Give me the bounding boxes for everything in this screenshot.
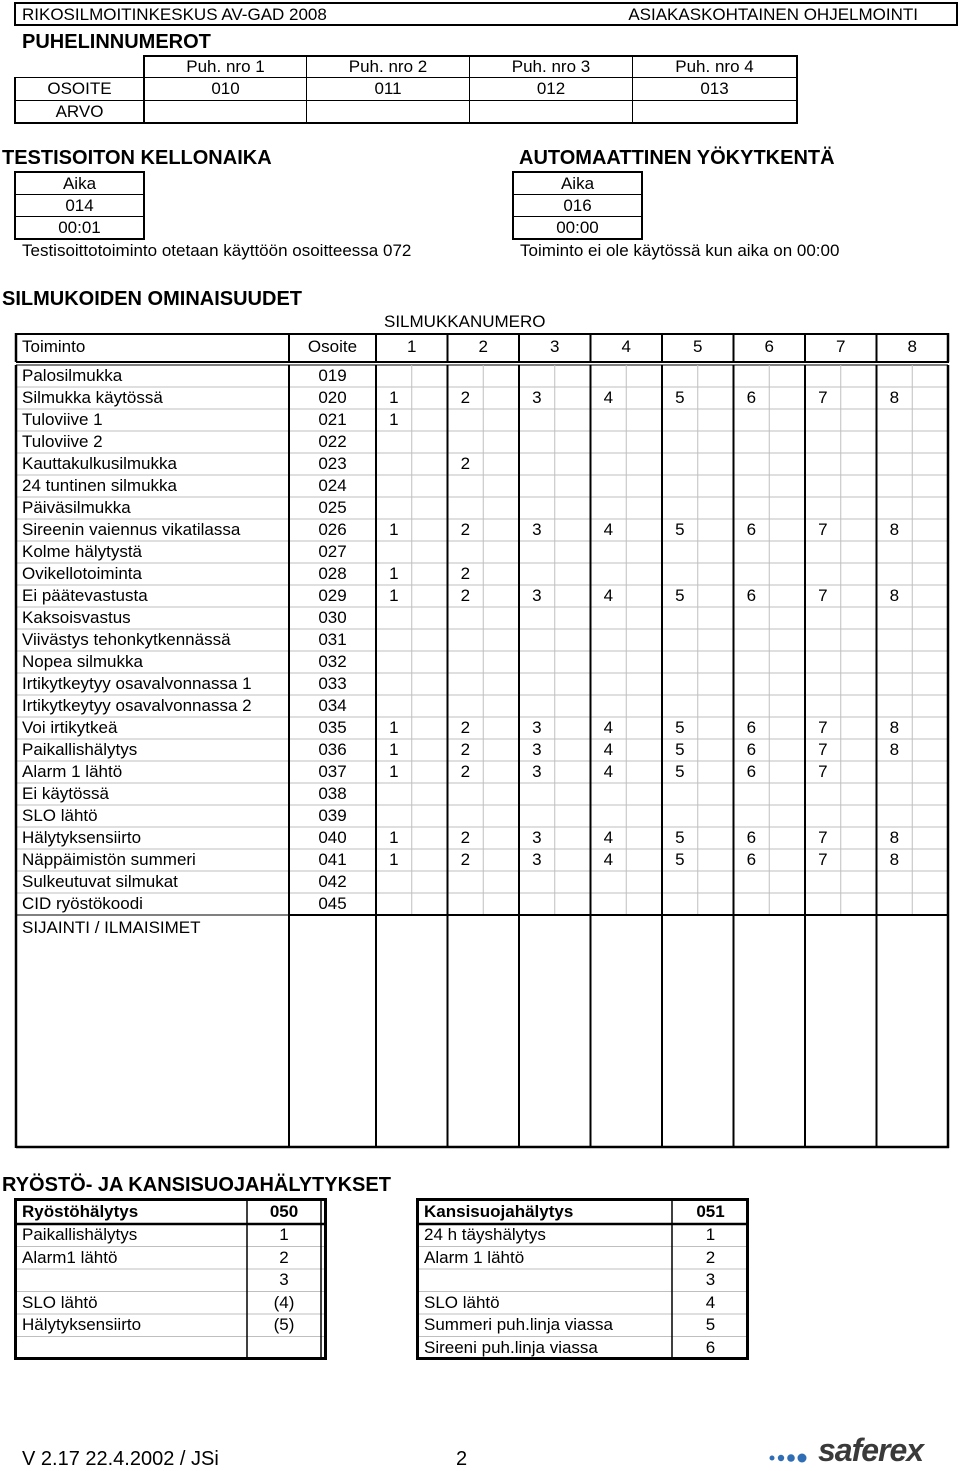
col-function-header: Toiminto xyxy=(22,337,86,356)
loop-row-value: 8 xyxy=(889,718,900,737)
phone-address-1: 010 xyxy=(211,79,240,98)
loop-row-value: 2 xyxy=(460,828,471,847)
loop-row-value: 3 xyxy=(532,520,542,539)
loop-row-value: 5 xyxy=(675,520,685,539)
loop-row-value: 1 xyxy=(389,762,399,781)
loop-row-value: 6 xyxy=(746,740,757,759)
loop-row-name: SLO lähtö xyxy=(22,806,98,825)
loop-row-address: 038 xyxy=(318,784,347,803)
loop-number-3: 3 xyxy=(550,337,560,356)
night-switch-note: Toiminto ei ole käytössä kun aika on 00:00 xyxy=(520,241,840,260)
loop-row-address: 041 xyxy=(318,850,347,869)
loop-row-value: 1 xyxy=(389,586,399,605)
loop-row-name: Päiväsilmukka xyxy=(22,498,131,517)
loop-number-1: 1 xyxy=(407,337,417,356)
loop-row-name: Kaksoisvastus xyxy=(22,608,131,627)
loop-row-name: Tuloviive 2 xyxy=(22,432,103,451)
loop-row-value: 4 xyxy=(603,718,614,737)
loop-row-value: 2 xyxy=(460,740,471,759)
loops-table xyxy=(14,333,950,1149)
loop-row-value: 7 xyxy=(818,586,828,605)
robbery-head: Ryöstöhälytys xyxy=(22,1202,139,1221)
loop-row-address: 042 xyxy=(318,872,347,891)
header-bar xyxy=(14,2,958,26)
loop-row-value: 5 xyxy=(675,586,685,605)
loop-row-value: 7 xyxy=(818,718,828,737)
header-right: ASIAKASKOHTAINEN OHJELMOINTI xyxy=(628,5,918,24)
loop-row-value: 1 xyxy=(389,564,399,583)
loop-row-value: 7 xyxy=(818,740,828,759)
loop-row-value: 4 xyxy=(603,850,614,869)
tamper-address: 051 xyxy=(696,1202,725,1221)
test-call-value: 00:01 xyxy=(58,218,101,237)
footer-page-number: 2 xyxy=(456,1448,468,1470)
loop-row-name: Alarm 1 lähtö xyxy=(22,762,123,781)
loop-row-address: 033 xyxy=(318,674,347,693)
loop-row-value: 7 xyxy=(818,762,828,781)
logo-dots-icon xyxy=(768,1448,818,1468)
loop-row-value: 7 xyxy=(818,388,828,407)
phone-address-2: 011 xyxy=(374,79,402,98)
test-call-label: Aika xyxy=(62,174,97,193)
loop-row-address: 037 xyxy=(318,762,347,781)
tamper-row-label: Summeri puh.linja viassa xyxy=(424,1315,613,1334)
loop-row-address: 032 xyxy=(318,652,347,671)
loop-row-address: 030 xyxy=(318,608,347,627)
tamper-row-value: 4 xyxy=(705,1292,716,1312)
col-address-header: Osoite xyxy=(307,337,358,356)
phone-col-3: Puh. nro 3 xyxy=(511,57,591,76)
loop-row-name: Palosilmukka xyxy=(22,366,123,385)
loop-row-value: 8 xyxy=(889,388,900,407)
robbery-row-label: SLO lähtö xyxy=(22,1292,98,1312)
loop-row-value: 5 xyxy=(675,388,685,407)
phone-col-4: Puh. nro 4 xyxy=(675,57,754,76)
phone-table xyxy=(14,55,798,124)
test-call-note: Testisoittotoiminto otetaan käyttöön osoitteessa 072 xyxy=(22,241,412,260)
phone-address-3: 012 xyxy=(536,79,566,98)
location-label: SIJAINTI / ILMAISIMET xyxy=(22,918,201,937)
loop-row-value: 1 xyxy=(389,520,399,539)
phone-address-4: 013 xyxy=(700,79,729,98)
loop-row-name: Kauttakulkusilmukka xyxy=(22,454,177,473)
loop-row-value: 8 xyxy=(889,520,900,539)
loop-row-value: 5 xyxy=(675,850,685,869)
loop-row-address: 027 xyxy=(318,542,347,561)
tamper-row-label: Alarm 1 lähtö xyxy=(424,1247,525,1267)
loop-row-value: 6 xyxy=(746,388,757,407)
loop-row-address: 021 xyxy=(318,410,347,429)
loop-row-value: 4 xyxy=(603,586,614,605)
loop-row-value: 6 xyxy=(746,762,757,781)
loop-row-value: 2 xyxy=(460,388,471,407)
robbery-row-label: Hälytyksensiirto xyxy=(22,1315,142,1334)
loop-row-name: Ei käytössä xyxy=(22,784,109,803)
loop-row-value: 8 xyxy=(889,850,900,869)
robbery-row-value: 3 xyxy=(279,1270,289,1289)
loop-row-value: 8 xyxy=(889,828,900,847)
loop-row-value: 4 xyxy=(603,740,614,759)
loop-row-value: 7 xyxy=(818,520,828,539)
loop-row-address: 026 xyxy=(318,520,347,539)
loop-row-value: 5 xyxy=(675,740,685,759)
loop-number-8: 8 xyxy=(907,337,917,356)
loop-row-name: Voi irtikytkeä xyxy=(22,718,118,737)
loop-row-value: 2 xyxy=(460,850,471,869)
loop-row-address: 031 xyxy=(318,630,347,649)
loop-row-name: Paikallishälytys xyxy=(22,740,138,759)
footer-logo xyxy=(768,1432,928,1470)
loop-row-value: 3 xyxy=(532,388,542,407)
loop-number-4: 4 xyxy=(621,337,631,356)
tamper-row-value: 3 xyxy=(705,1270,716,1289)
loop-row-name: Ovikellotoiminta xyxy=(22,564,142,583)
loop-row-value: 3 xyxy=(532,828,542,847)
loop-row-name: CID ryöstökoodi xyxy=(22,894,143,913)
loop-row-value: 3 xyxy=(532,586,542,605)
loop-row-name: Silmukka käytössä xyxy=(22,388,163,407)
loop-row-value: 3 xyxy=(532,850,542,869)
loops-title: SILMUKOIDEN OMINAISUUDET xyxy=(2,288,302,310)
loop-row-value: 7 xyxy=(818,828,828,847)
loop-row-address: 023 xyxy=(318,454,347,473)
loop-row-value: 8 xyxy=(889,586,900,605)
tamper-table xyxy=(416,1198,749,1360)
loop-row-value: 6 xyxy=(746,520,757,539)
loop-row-address: 022 xyxy=(318,432,347,451)
night-switch-address: 016 xyxy=(563,196,592,215)
loop-row-address: 029 xyxy=(318,586,347,605)
footer-version: V 2.17 22.4.2002 / JSi xyxy=(22,1448,219,1470)
robbery-table xyxy=(14,1198,327,1360)
loop-row-value: 2 xyxy=(460,520,471,539)
loop-row-value: 1 xyxy=(389,740,399,759)
loop-row-name: Irtikytkeytyy osavalvonnassa 1 xyxy=(22,674,252,693)
header-left: RIKOSILMOITINKESKUS AV-GAD 2008 xyxy=(22,5,327,24)
loop-row-name: Tuloviive 1 xyxy=(22,410,103,429)
loop-row-address: 040 xyxy=(318,828,347,847)
loop-number-6: 6 xyxy=(764,337,774,356)
loop-row-value: 1 xyxy=(389,850,399,869)
loop-row-value: 3 xyxy=(532,718,542,737)
loop-row-name: Ei päätevastusta xyxy=(22,586,148,605)
loop-row-name: Sireenin vaiennus vikatilassa xyxy=(22,520,241,539)
loop-row-value: 2 xyxy=(460,586,471,605)
loop-row-value: 4 xyxy=(603,762,614,781)
loop-row-value: 4 xyxy=(603,828,614,847)
night-switch-title: AUTOMAATTINEN YÖKYTKENTÄ xyxy=(519,147,835,169)
loop-row-address: 028 xyxy=(318,564,347,583)
loop-row-value: 7 xyxy=(818,850,828,869)
loop-row-name: Näppäimistön summeri xyxy=(22,850,196,869)
tamper-row-value: 1 xyxy=(705,1225,716,1244)
robbery-row-label: Paikallishälytys xyxy=(22,1225,138,1244)
loop-number-2: 2 xyxy=(478,337,488,356)
loop-row-value: 5 xyxy=(675,762,685,781)
loop-row-value: 3 xyxy=(532,762,542,781)
robbery-row-label: Alarm1 lähtö xyxy=(22,1247,118,1267)
robbery-row-value: 1 xyxy=(279,1225,289,1244)
tamper-row-value: 5 xyxy=(705,1315,716,1334)
loop-row-value: 6 xyxy=(746,828,757,847)
loop-number-5: 5 xyxy=(693,337,703,356)
test-call-address: 014 xyxy=(65,196,94,215)
tamper-head: Kansisuojahälytys xyxy=(424,1202,574,1221)
loop-row-name: Kolme hälytystä xyxy=(22,542,142,561)
loop-row-address: 034 xyxy=(318,696,347,715)
loop-row-value: 4 xyxy=(603,388,614,407)
loop-number-label: SILMUKKANUMERO xyxy=(384,312,546,331)
test-call-box xyxy=(14,171,145,240)
loop-row-value: 2 xyxy=(460,762,471,781)
logo-wordmark: saferex xyxy=(818,1432,924,1468)
robbery-address: 050 xyxy=(269,1202,299,1221)
phone-value-label: ARVO xyxy=(55,102,104,121)
loop-row-value: 4 xyxy=(603,520,614,539)
loop-number-7: 7 xyxy=(836,337,846,356)
loop-row-name: Sulkeutuvat silmukat xyxy=(22,872,178,891)
phone-title: PUHELINNUMEROT xyxy=(22,31,211,53)
loop-row-name: Viivästys tehonkytkennässä xyxy=(22,630,231,649)
loop-row-value: 1 xyxy=(389,410,399,429)
tamper-row-value: 6 xyxy=(705,1337,716,1357)
loop-row-value: 6 xyxy=(746,850,757,869)
loop-row-value: 2 xyxy=(460,718,471,737)
loop-row-address: 025 xyxy=(318,498,347,517)
robbery-title: RYÖSTÖ- JA KANSISUOJAHÄLYTYKSET xyxy=(2,1174,391,1196)
loop-row-value: 6 xyxy=(746,586,757,605)
loop-row-name: Nopea silmukka xyxy=(22,652,143,671)
loop-row-address: 045 xyxy=(318,894,347,913)
tamper-row-label: 24 h täyshälytys xyxy=(424,1225,546,1244)
loop-row-value: 2 xyxy=(460,564,471,583)
loop-row-value: 5 xyxy=(675,828,685,847)
phone-col-1: Puh. nro 1 xyxy=(186,57,265,76)
loop-row-value: 6 xyxy=(746,718,757,737)
tamper-row-label: SLO lähtö xyxy=(424,1292,500,1312)
phone-col-2: Puh. nro 2 xyxy=(348,57,428,76)
robbery-row-value: (5) xyxy=(273,1315,295,1334)
night-switch-box xyxy=(512,171,643,240)
loop-row-name: Irtikytkeytyy osavalvonnassa 2 xyxy=(22,696,252,715)
loop-row-address: 039 xyxy=(318,806,347,825)
loop-row-value: 1 xyxy=(389,828,399,847)
night-switch-label: Aika xyxy=(560,174,595,193)
loop-row-value: 5 xyxy=(675,718,685,737)
loop-row-value: 3 xyxy=(532,740,542,759)
test-call-title: TESTISOITON KELLONAIKA xyxy=(2,147,272,169)
loop-row-address: 024 xyxy=(318,476,347,495)
phone-address-label: OSOITE xyxy=(47,79,112,98)
loop-row-value: 1 xyxy=(389,388,399,407)
robbery-row-value: 2 xyxy=(279,1247,289,1267)
loop-row-address: 035 xyxy=(318,718,347,737)
loop-row-value: 8 xyxy=(889,740,900,759)
loop-row-value: 1 xyxy=(389,718,399,737)
robbery-row-value: (4) xyxy=(273,1292,295,1312)
tamper-row-value: 2 xyxy=(705,1247,716,1267)
loop-row-address: 019 xyxy=(318,366,347,385)
loop-row-address: 020 xyxy=(318,388,347,407)
night-switch-value: 00:00 xyxy=(556,218,599,237)
loop-row-address: 036 xyxy=(318,740,347,759)
loop-row-value: 2 xyxy=(460,454,471,473)
loop-row-name: Hälytyksensiirto xyxy=(22,828,142,847)
loop-row-name: 24 tuntinen silmukka xyxy=(22,476,177,495)
tamper-row-label: Sireeni puh.linja viassa xyxy=(424,1337,598,1357)
